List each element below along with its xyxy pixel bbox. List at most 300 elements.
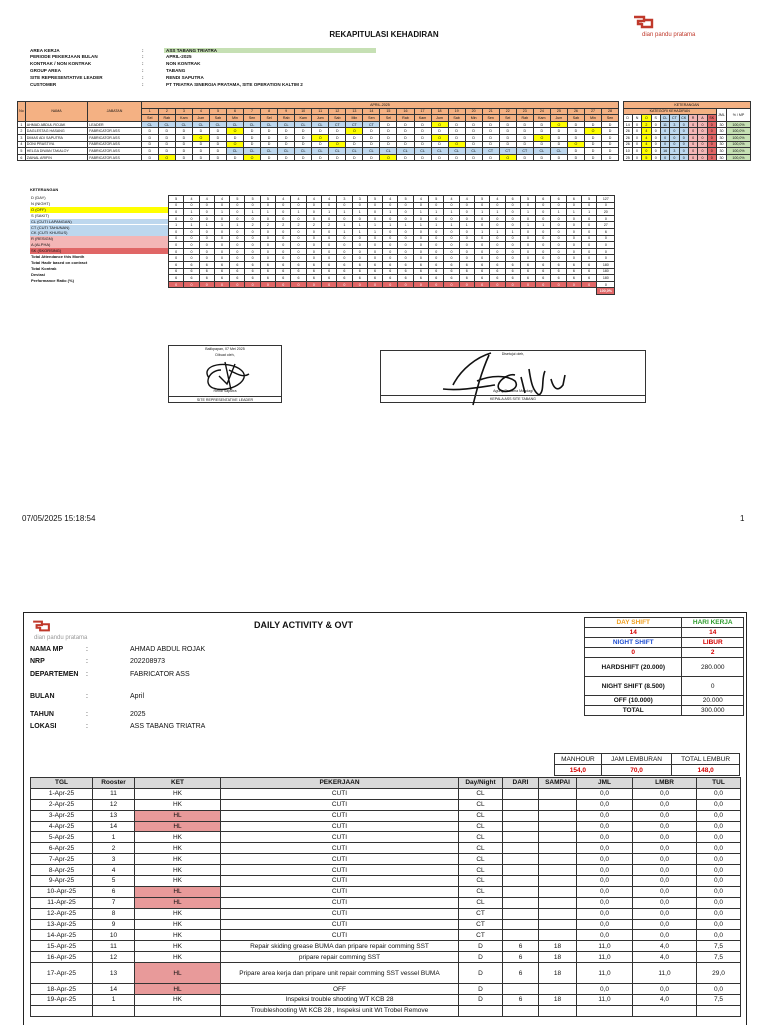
cell-kerja: CUTI (221, 908, 459, 919)
legend-cell: 0 (276, 255, 291, 262)
legend-cell: 6 (520, 275, 535, 282)
legend-cell: 6 (321, 261, 336, 268)
legend-cell: 6 (383, 261, 398, 268)
day-cell: CT (363, 121, 380, 128)
day-name: Sel (499, 115, 516, 122)
legend-cell: 0 (536, 235, 551, 242)
cell-tgl: 7-Apr-25 (31, 854, 93, 865)
legend-cell: 0 (199, 209, 214, 216)
legend-cell: 5 (260, 196, 275, 203)
legend-cell: 5 (520, 196, 535, 203)
day-name: Sab (567, 115, 584, 122)
legend-cell: 0 (199, 242, 214, 249)
cell-sampai (539, 865, 577, 876)
kategori-count: 0 (651, 141, 660, 148)
legend-cell: 0 (444, 248, 459, 255)
day-cell: D (175, 128, 192, 135)
legend-row (169, 222, 615, 229)
legend-cell: 1 (321, 209, 336, 216)
day-name: Sel (141, 115, 158, 122)
legend-cell: 0 (551, 242, 566, 249)
legend-cell: 1 (536, 222, 551, 229)
day-cell: D (226, 154, 243, 161)
info-value: RENDI SAPUTRA (166, 75, 204, 81)
header-keterangan: KETERANGAN (623, 102, 750, 109)
day-cell: D (397, 134, 414, 141)
cell-dn: CL (459, 843, 503, 854)
employee-no: 5 (18, 148, 26, 155)
legend-cell: 0 (291, 228, 306, 235)
pct-cell: 100,0% (727, 141, 751, 148)
legend-cell: 1 (505, 228, 520, 235)
legend-cell: 0 (582, 215, 597, 222)
total-lembur-value: 148,0 (672, 765, 740, 776)
cell-ket: HL (135, 963, 221, 984)
legend-cell: 0 (276, 242, 291, 249)
day-number: 6 (226, 108, 243, 115)
spacer (490, 288, 505, 295)
day-cell: D (244, 134, 261, 141)
legend-row (169, 281, 615, 288)
cell-jml: 0,0 (577, 930, 633, 941)
day-cell: O (550, 121, 567, 128)
legend-cell: 0 (367, 215, 382, 222)
legend-item: Total Kontrak (31, 265, 57, 271)
day-cell: D (516, 128, 533, 135)
legend-cell: 0 (184, 248, 199, 255)
legend-cell: 1 (490, 228, 505, 235)
overtime-summary (554, 753, 740, 776)
kategori-count: 0 (698, 148, 707, 155)
legend-cell: 6 (444, 268, 459, 275)
legend-cell: 0 (398, 255, 413, 262)
legend-cell: 6 (444, 275, 459, 282)
cell-dari: 6 (503, 963, 539, 984)
legend-cell: 1 (337, 209, 352, 216)
legend-cell: 0 (413, 281, 428, 288)
cell-dn: CL (459, 865, 503, 876)
legend-cell: 1 (474, 209, 489, 216)
legend-cell: 0 (398, 235, 413, 242)
legend-cell: 0 (306, 228, 321, 235)
legend-cell: 0 (398, 209, 413, 216)
day-cell: D (533, 121, 550, 128)
logo-icon (30, 619, 52, 633)
legend-cell: 0 (398, 242, 413, 249)
day-name: Rab (397, 115, 414, 122)
day-number: 2 (158, 108, 175, 115)
legend-cell: 0 (520, 242, 535, 249)
kategori-code: CT (670, 115, 679, 122)
cell-kerja: CUTI (221, 876, 459, 887)
legend-cell: 6 (520, 268, 535, 275)
legend-cell: 6 (306, 268, 321, 275)
jml-cell: 30 (716, 128, 726, 135)
legend-cell: 0 (536, 202, 551, 209)
cell-sampai (539, 843, 577, 854)
legend-cell: 0 (429, 215, 444, 222)
day-cell: O (192, 134, 209, 141)
cell-tgl: 9-Apr-25 (31, 876, 93, 887)
legend-cell: 0 (536, 228, 551, 235)
legend-cell: 6 (306, 275, 321, 282)
day-number: 27 (584, 108, 601, 115)
day-cell: CL (550, 148, 567, 155)
libur-label: LIBUR (682, 638, 744, 648)
cell-jml: 0,0 (577, 821, 633, 832)
legend-cell: 0 (474, 281, 489, 288)
day-cell: D (431, 128, 448, 135)
day-cell: CL (465, 148, 482, 155)
cell-lmbr: 0,0 (633, 876, 697, 887)
cell-dari (503, 984, 539, 995)
spacer (306, 288, 321, 295)
legend-cell: 0 (169, 215, 184, 222)
spacer (474, 288, 489, 295)
spacer (276, 288, 291, 295)
legend-item: D (DAY) (31, 195, 46, 200)
day-number: 7 (244, 108, 261, 115)
kategori-count: 10 (623, 148, 632, 155)
print-timestamp: 07/05/2025 15:18:54 (22, 514, 96, 523)
cell-dari (503, 799, 539, 810)
day-cell: D (567, 154, 584, 161)
day-number: 16 (397, 108, 414, 115)
legend-cell: 6 (199, 268, 214, 275)
day-name: Jum (431, 115, 448, 122)
legend-cell: 1 (352, 228, 367, 235)
header-nama: NAMA (25, 102, 87, 122)
legend-cell: 0 (505, 235, 520, 242)
cell-sampai (539, 1005, 577, 1016)
legend-cell: 0 (490, 242, 505, 249)
legend-cell: 0 (444, 242, 459, 249)
day-name: Rab (158, 115, 175, 122)
legend-cell: 0 (459, 228, 474, 235)
legend-row (169, 196, 615, 203)
day-name: Jum (550, 115, 567, 122)
legend-cell: 6 (337, 261, 352, 268)
kategori-code: S (651, 115, 660, 122)
employee-no: 1 (18, 121, 26, 128)
day-number: 19 (448, 108, 465, 115)
legend-cell: 2 (260, 222, 275, 229)
cell-sampai: 18 (539, 963, 577, 984)
legend-cell: 0 (276, 235, 291, 242)
legend-cell: 0 (291, 202, 306, 209)
field-colon: : (86, 646, 88, 653)
spacer (260, 288, 275, 295)
table-row (31, 897, 741, 908)
day-name: Rab (516, 115, 533, 122)
day-cell: D (209, 148, 226, 155)
legend-cell: 0 (505, 248, 520, 255)
day-cell: D (278, 134, 295, 141)
info-label: KONTRAK / NON KONTRAK (30, 61, 92, 67)
cell-ket: HK (135, 941, 221, 952)
legend-cell: 0 (566, 281, 581, 288)
legend-cell: 6 (230, 275, 245, 282)
spacer (536, 288, 551, 295)
cell-roster: 13 (93, 963, 135, 984)
legend-cell: 0 (505, 242, 520, 249)
legend-cell: 6 (490, 268, 505, 275)
field-value: 202208973 (130, 658, 166, 665)
day-name: Jum (312, 115, 329, 122)
legend-cell: 0 (490, 248, 505, 255)
info-label: PERIODE PEKERJAAN BULAN (30, 54, 98, 60)
spacer (321, 288, 336, 295)
cell-tul: 29,0 (697, 963, 741, 984)
day-cell: D (465, 121, 482, 128)
day-cell: D (602, 148, 619, 155)
day-cell: D (192, 141, 209, 148)
day-cell: D (550, 154, 567, 161)
table-row (31, 832, 741, 843)
day-cell: O (226, 128, 243, 135)
table-row (31, 908, 741, 919)
legend-cell: 0 (230, 228, 245, 235)
legend-cell: 0 (306, 209, 321, 216)
cell-lmbr: 0,0 (633, 919, 697, 930)
cell-roster: 12 (93, 799, 135, 810)
legend-cell: 0 (352, 248, 367, 255)
cell-dn: CL (459, 799, 503, 810)
cell-tul: 0,0 (697, 843, 741, 854)
cell-tul: 0,0 (697, 876, 741, 887)
kategori-count: 0 (660, 134, 669, 141)
day-cell: CL (158, 121, 175, 128)
kategori-count: 0 (651, 134, 660, 141)
field-value: April (130, 693, 145, 700)
cell-lmbr: 0,0 (633, 843, 697, 854)
legend-cell: 0 (367, 202, 382, 209)
cell-dari (503, 843, 539, 854)
legend-cell: 4 (276, 196, 291, 203)
legend-cell: 6 (474, 268, 489, 275)
legend-cell: 0 (520, 281, 535, 288)
legend-cell: 0 (245, 242, 260, 249)
day-cell: D (567, 148, 584, 155)
legend-cell: 1 (230, 222, 245, 229)
column-header: Day/Night (459, 778, 503, 789)
spacer (337, 288, 352, 295)
day-cell: D (397, 121, 414, 128)
cell-dari (503, 788, 539, 799)
day-cell: D (448, 121, 465, 128)
shift-summary (584, 617, 744, 716)
legend-cell: 0 (291, 215, 306, 222)
legend-cell: 0 (306, 248, 321, 255)
cell-dn: D (459, 995, 503, 1006)
legend-cell: 5 (230, 196, 245, 203)
day-cell: CT (516, 148, 533, 155)
cell-tul: 0,0 (697, 854, 741, 865)
cell-lmbr: 4,0 (633, 995, 697, 1006)
legend-item: S (SAKIT) (31, 212, 50, 218)
legend-cell: 0 (444, 255, 459, 262)
legend-row (169, 215, 615, 222)
legend-cell: 0 (352, 281, 367, 288)
legend-cell: 6 (474, 261, 489, 268)
legend-cell: 0 (337, 255, 352, 262)
day-number: 9 (278, 108, 295, 115)
day-cell: D (482, 134, 499, 141)
legend-cell: 0 (291, 255, 306, 262)
day-cell: D (192, 148, 209, 155)
legend-cell: 1 (398, 222, 413, 229)
legend-cell: 0 (306, 215, 321, 222)
cell-kerja: Pripare area kerja dan pripare unit repair comming SST vessel BUMA (221, 963, 459, 984)
spacer (291, 288, 306, 295)
day-cell: O (329, 141, 346, 148)
info-colon: : (142, 54, 144, 60)
legend-cell: 3 (337, 196, 352, 203)
total-label: TOTAL (585, 706, 682, 716)
legend-cell: 4 (199, 196, 214, 203)
day-cell: CL (363, 148, 380, 155)
cell-lmbr: 0,0 (633, 984, 697, 995)
legend-cell: 1 (199, 222, 214, 229)
legend-cell: 0 (245, 215, 260, 222)
table-row (31, 821, 741, 832)
table-row (18, 121, 751, 128)
cell-ket: HK (135, 832, 221, 843)
day-cell: D (414, 154, 431, 161)
day-cell: D (175, 154, 192, 161)
legend-cell: 6 (398, 268, 413, 275)
legend-cell: 0 (566, 248, 581, 255)
legend-cell: 6 (566, 268, 581, 275)
day-cell: D (346, 134, 363, 141)
info-value: ASS TABANG TRIATRA (164, 48, 376, 53)
employee-jabatan: FABRICATOR ASS (88, 148, 142, 155)
legend-cell: 0 (260, 281, 275, 288)
legend-cell: 0 (490, 222, 505, 229)
cell-kerja: CUTI (221, 897, 459, 908)
day-cell: D (363, 154, 380, 161)
cell-sampai (539, 810, 577, 821)
legend-row (169, 202, 615, 209)
cell-sampai (539, 788, 577, 799)
day-cell: D (414, 141, 431, 148)
table-row (18, 141, 751, 148)
day-cell: CL (175, 121, 192, 128)
cell-ket: HK (135, 799, 221, 810)
cell-dn: CL (459, 886, 503, 897)
kategori-count: 11 (660, 121, 669, 128)
legend-cell: 0 (505, 202, 520, 209)
attendance-table (17, 101, 751, 161)
cell-ket: HK (135, 876, 221, 887)
legend-cell: 0 (260, 255, 275, 262)
info-value: NON KONTRAK (166, 61, 201, 67)
legend-cell: 0 (383, 255, 398, 262)
info-value: APRIL-2025 (166, 54, 192, 60)
kategori-count: 0 (688, 154, 697, 161)
cell-dari (503, 810, 539, 821)
legend-cell: 0 (230, 235, 245, 242)
cell-roster: 11 (93, 788, 135, 799)
kategori-count: 3 (670, 148, 679, 155)
legend-cell: 6 (536, 196, 551, 203)
legend-cell: 6 (276, 261, 291, 268)
cell-lmbr: 0,0 (633, 897, 697, 908)
legend-cell: 0 (582, 248, 597, 255)
legend-cell: 5 (398, 196, 413, 203)
legend-cell: 6 (291, 268, 306, 275)
kategori-code: CL (660, 115, 669, 122)
legend-cell: 6 (536, 261, 551, 268)
hari-kerja-label: HARI KERJA (682, 618, 744, 628)
legend-cell: 6 (551, 196, 566, 203)
day-cell: O (226, 141, 243, 148)
day-cell: D (602, 134, 619, 141)
legend-cell: 0 (352, 215, 367, 222)
day-number: 24 (533, 108, 550, 115)
legend-cell: 6 (184, 275, 199, 282)
legend-cell: 0 (383, 202, 398, 209)
legend-cell: 6 (413, 261, 428, 268)
kategori-count: 0 (698, 134, 707, 141)
sign-role: Dibuat oleh, (215, 353, 235, 357)
legend-cell: 0 (413, 228, 428, 235)
jml-cell: 30 (716, 148, 726, 155)
legend-cell: 6 (214, 261, 229, 268)
legend-cell: 6 (367, 261, 382, 268)
legend-total: 0 (597, 215, 615, 222)
day-cell: D (175, 134, 192, 141)
legend-cell: 0 (214, 255, 229, 262)
info-label: CUSTOMER (30, 82, 57, 87)
cell-tgl: 1-Apr-25 (31, 788, 93, 799)
kategori-code: O (642, 115, 651, 122)
pct-cell: 100,0% (727, 134, 751, 141)
legend-cell: 4 (444, 196, 459, 203)
legend-cell: 0 (230, 281, 245, 288)
cell-dn: CT (459, 930, 503, 941)
legend-row (169, 235, 615, 242)
cell-jml: 0,0 (577, 843, 633, 854)
cell-dn: CL (459, 788, 503, 799)
header-jml: JML (716, 108, 726, 121)
legend-cell: 6 (459, 275, 474, 282)
day-cell: D (244, 141, 261, 148)
info-value: TABANG (166, 68, 186, 74)
legend-total: 0 (597, 235, 615, 242)
kategori-count: 0 (651, 121, 660, 128)
legend-cell: 0 (367, 235, 382, 242)
spacer (367, 288, 382, 295)
day-cell: D (516, 121, 533, 128)
kategori-count: 0 (698, 121, 707, 128)
day-number: 22 (499, 108, 516, 115)
field-colon: : (86, 693, 88, 700)
legend-cell: 6 (352, 275, 367, 282)
legend-cell: 1 (367, 228, 382, 235)
legend-cell: 0 (490, 281, 505, 288)
cell-dari (503, 1005, 539, 1016)
legend-cell: 0 (490, 235, 505, 242)
kategori-count: 0 (679, 154, 688, 161)
column-header: KET (135, 778, 221, 789)
day-cell: D (499, 121, 516, 128)
table-row (31, 963, 741, 984)
day-cell: CL (244, 148, 261, 155)
legend-cell: 0 (199, 202, 214, 209)
day-cell: D (448, 128, 465, 135)
day-cell: D (141, 154, 158, 161)
